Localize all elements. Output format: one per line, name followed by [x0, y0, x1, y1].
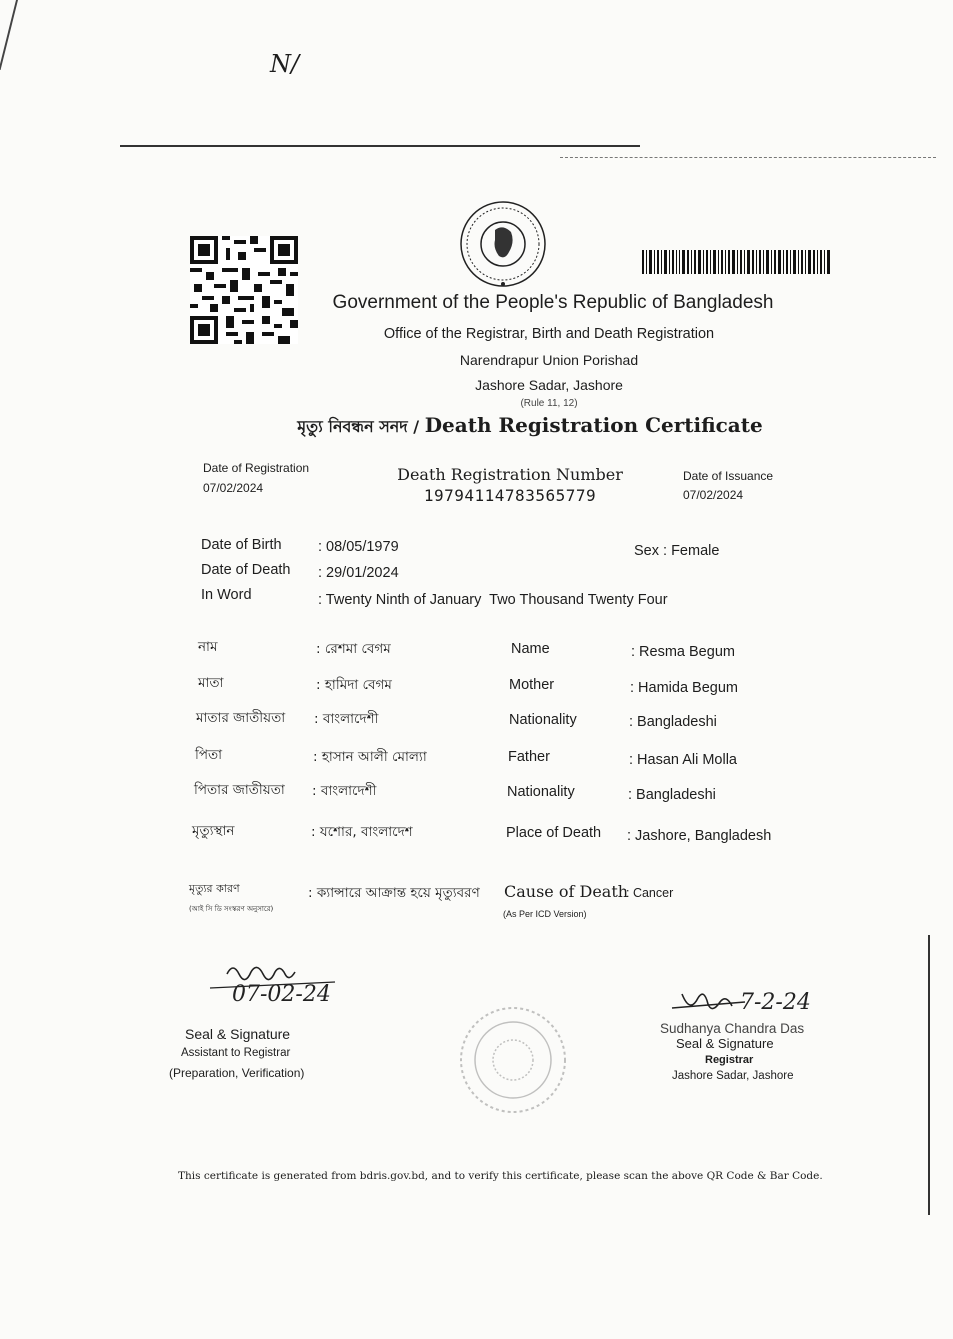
name-label: Name [511, 641, 550, 657]
mother-label: Mother [509, 677, 555, 693]
mother-nationality-value: : Bangladeshi [629, 714, 717, 730]
registrar-role: Registrar [705, 1054, 754, 1066]
office-address: Jashore Sadar, Jashore [475, 377, 623, 393]
registration-date: 07/02/2024 [203, 481, 264, 495]
issuance-date: 07/02/2024 [683, 488, 744, 502]
barcode-icon [642, 250, 832, 274]
father-label-bn: পিতা [195, 747, 223, 763]
certificate-title [250, 413, 810, 441]
government-emblem-icon [459, 200, 547, 288]
name-value: : Resma Begum [631, 644, 735, 660]
death-place-label-bn: মৃত্যুস্থান [192, 823, 235, 839]
cause-value-bn: : ক্যান্সারে আক্রান্ত হয়ে মৃত্যুবরণ [308, 885, 480, 901]
union-name: Narendrapur Union Porishad [459, 352, 639, 368]
birth-date-label: Date of Birth [201, 537, 282, 553]
registrar-name: Sudhanya Chandra Das [660, 1021, 805, 1036]
cause-icd-note: (As Per ICD Version) [503, 909, 587, 919]
name-value-bn: : রেশমা বেগম [316, 641, 391, 657]
death-place-value-bn: : যশোর, বাংলাদেশ [311, 824, 413, 840]
sex: Sex : Female [634, 543, 720, 559]
birth-date: : 08/05/1979 [318, 539, 399, 555]
registration-date-label: Date of Registration [203, 461, 310, 475]
left-signer-role: Assistant to Registrar [181, 1047, 291, 1059]
right-seal-label: Seal & Signature [676, 1036, 774, 1051]
father-nationality-value: : Bangladeshi [628, 787, 716, 803]
registration-number: 19794114783565779 [423, 486, 597, 505]
father-nationality-value-bn: : বাংলাদেশী [312, 783, 377, 799]
death-date-label: Date of Death [201, 562, 291, 578]
right-signature-date: 7-2-24 [740, 990, 811, 1015]
government-title: Government of the People's Republic of Bangladesh [332, 292, 774, 313]
father-nationality-label-bn: পিতার জাতীয়তা [194, 782, 285, 798]
certificate-title-bn: মৃত্যু নিবন্ধন সনদ / [297, 417, 425, 436]
certificate-title-en: Death Registration Certificate [424, 413, 763, 437]
mother-nationality-value-bn: : বাংলাদেশী [314, 711, 379, 727]
cause-value: : Cancer [626, 886, 674, 900]
mother-label-bn: মাতা [198, 675, 224, 691]
father-value-bn: : হাসান আলী মোল্যা [313, 749, 427, 765]
cause-label: Cause of Death [504, 882, 629, 901]
death-place-label: Place of Death [506, 825, 602, 841]
cause-label-bn: মৃত্যুর কারণ [189, 882, 240, 895]
name-label-bn: নাম [198, 639, 218, 655]
mother-value-bn: : হামিদা বেগম [316, 677, 392, 693]
mother-nationality-label: Nationality [509, 712, 577, 728]
paper-edge-mark [0, 0, 18, 70]
official-seal-icon [458, 1005, 568, 1115]
office-title: Office of the Registrar, Birth and Death Registration [383, 326, 715, 342]
mother-nationality-label-bn: মাতার জাতীয়তা [196, 710, 286, 726]
left-signature-date: 07-02-24 [232, 982, 331, 1007]
header-divider-dashed [560, 157, 936, 158]
registrar-signature-icon [670, 990, 750, 1020]
death-date-in-word: : Twenty Ninth of January Two Thousand Twenty Four [318, 592, 668, 608]
registrar-address: Jashore Sadar, Jashore [672, 1070, 794, 1082]
mother-value: : Hamida Begum [630, 680, 738, 696]
header-divider [120, 145, 640, 147]
left-signer-duty: (Preparation, Verification) [169, 1066, 305, 1080]
issuance-date-label: Date of Issuance [683, 469, 774, 483]
father-value: : Hasan Ali Molla [629, 752, 737, 768]
death-place-value: : Jashore, Bangladesh [627, 828, 772, 844]
registration-number-label: Death Registration Number [397, 465, 623, 484]
verification-footer: This certificate is generated from bdris.gov.bd, and to verify this certificate, please scan the above QR Code & Bar Code. [178, 1170, 823, 1182]
left-seal-label: Seal & Signature [185, 1026, 291, 1042]
qr-code-icon [190, 236, 298, 344]
father-nationality-label: Nationality [507, 784, 575, 800]
rule-reference: (Rule 11, 12) [520, 398, 578, 409]
death-date: : 29/01/2024 [318, 565, 399, 581]
top-handwritten-mark: N/ [270, 50, 300, 78]
in-word-label: In Word [201, 587, 252, 603]
cause-sub-bn: (আই সি ডি সংস্করণ অনুসারে) [189, 905, 274, 913]
father-label: Father [508, 749, 550, 765]
margin-line [928, 935, 930, 1215]
